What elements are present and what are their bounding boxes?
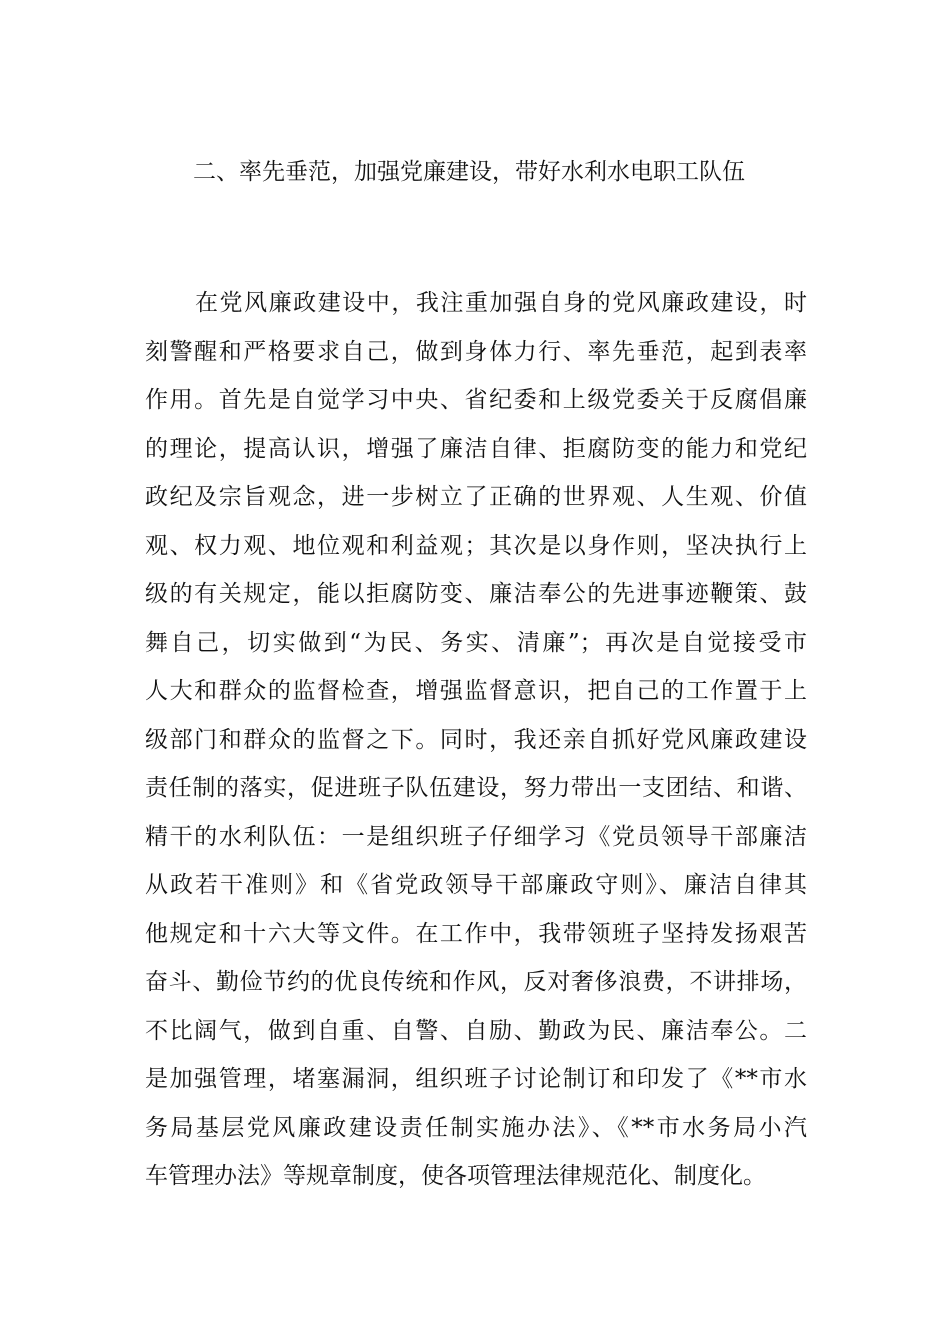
paragraph-line: 奋斗、勤俭节约的优良传统和作风，反对奢侈浪费，不讲排场， — [145, 969, 807, 995]
paragraph-line: 级部门和群众的监督之下。同时，我还亲自抓好党风廉政建设 — [145, 726, 807, 753]
paragraph-line: 车管理办法》等规章制度，使各项管理法律规范化、制度化。 — [145, 1163, 766, 1189]
paragraph-line: 务局基层党风廉政建设责任制实施办法》、《**市水务局小汽 — [145, 1114, 807, 1141]
paragraph-line: 作用。首先是自觉学习中央、省纪委和上级党委关于反腐倡廉 — [145, 387, 807, 413]
body-paragraph — [145, 282, 807, 1204]
paragraph-line: 观、权力观、地位观和利益观；其次是以身作则，坚决执行上 — [145, 532, 807, 559]
paragraph-line: 刻警醒和严格要求自己，做到身体力行、率先垂范，起到表率 — [145, 338, 807, 365]
paragraph-line: 是加强管理，堵塞漏洞，组织班子讨论制订和印发了《**市水 — [145, 1066, 807, 1092]
paragraph-line: 在党风廉政建设中，我注重加强自身的党风廉政建设，时 — [195, 290, 807, 316]
paragraph-line: 他规定和十六大等文件。在工作中，我带领班子坚持发扬艰苦 — [145, 920, 807, 947]
paragraph-line: 的理论，提高认识，增强了廉洁自律、拒腐防变的能力和党纪 — [145, 435, 807, 462]
paragraph-line: 责任制的落实，促进班子队伍建设，努力带出一支团结、和谐、 — [145, 775, 807, 801]
paragraph-line: 舞自己，切实做到“为民、务实、清廉”；再次是自觉接受市 — [145, 629, 807, 656]
section-heading: 二、率先垂范，加强党廉建设，带好水利水电职工队伍 — [193, 159, 745, 185]
paragraph-line: 从政若干准则》和《省党政领导干部廉政守则》、廉洁自律其 — [145, 872, 807, 898]
paragraph-line: 不比阔气，做到自重、自警、自励、勤政为民、廉洁奉公。二 — [145, 1017, 807, 1044]
paragraph-line: 精干的水利队伍：一是组织班子仔细学习《党员领导干部廉洁 — [145, 823, 807, 850]
paragraph-line: 级的有关规定，能以拒腐防变、廉洁奉公的先进事迹鞭策、鼓 — [145, 581, 807, 607]
paragraph-line: 人大和群众的监督检查，增强监督意识，把自己的工作置于上 — [145, 678, 807, 704]
paragraph-line: 政纪及宗旨观念，进一步树立了正确的世界观、人生观、价值 — [145, 484, 807, 510]
